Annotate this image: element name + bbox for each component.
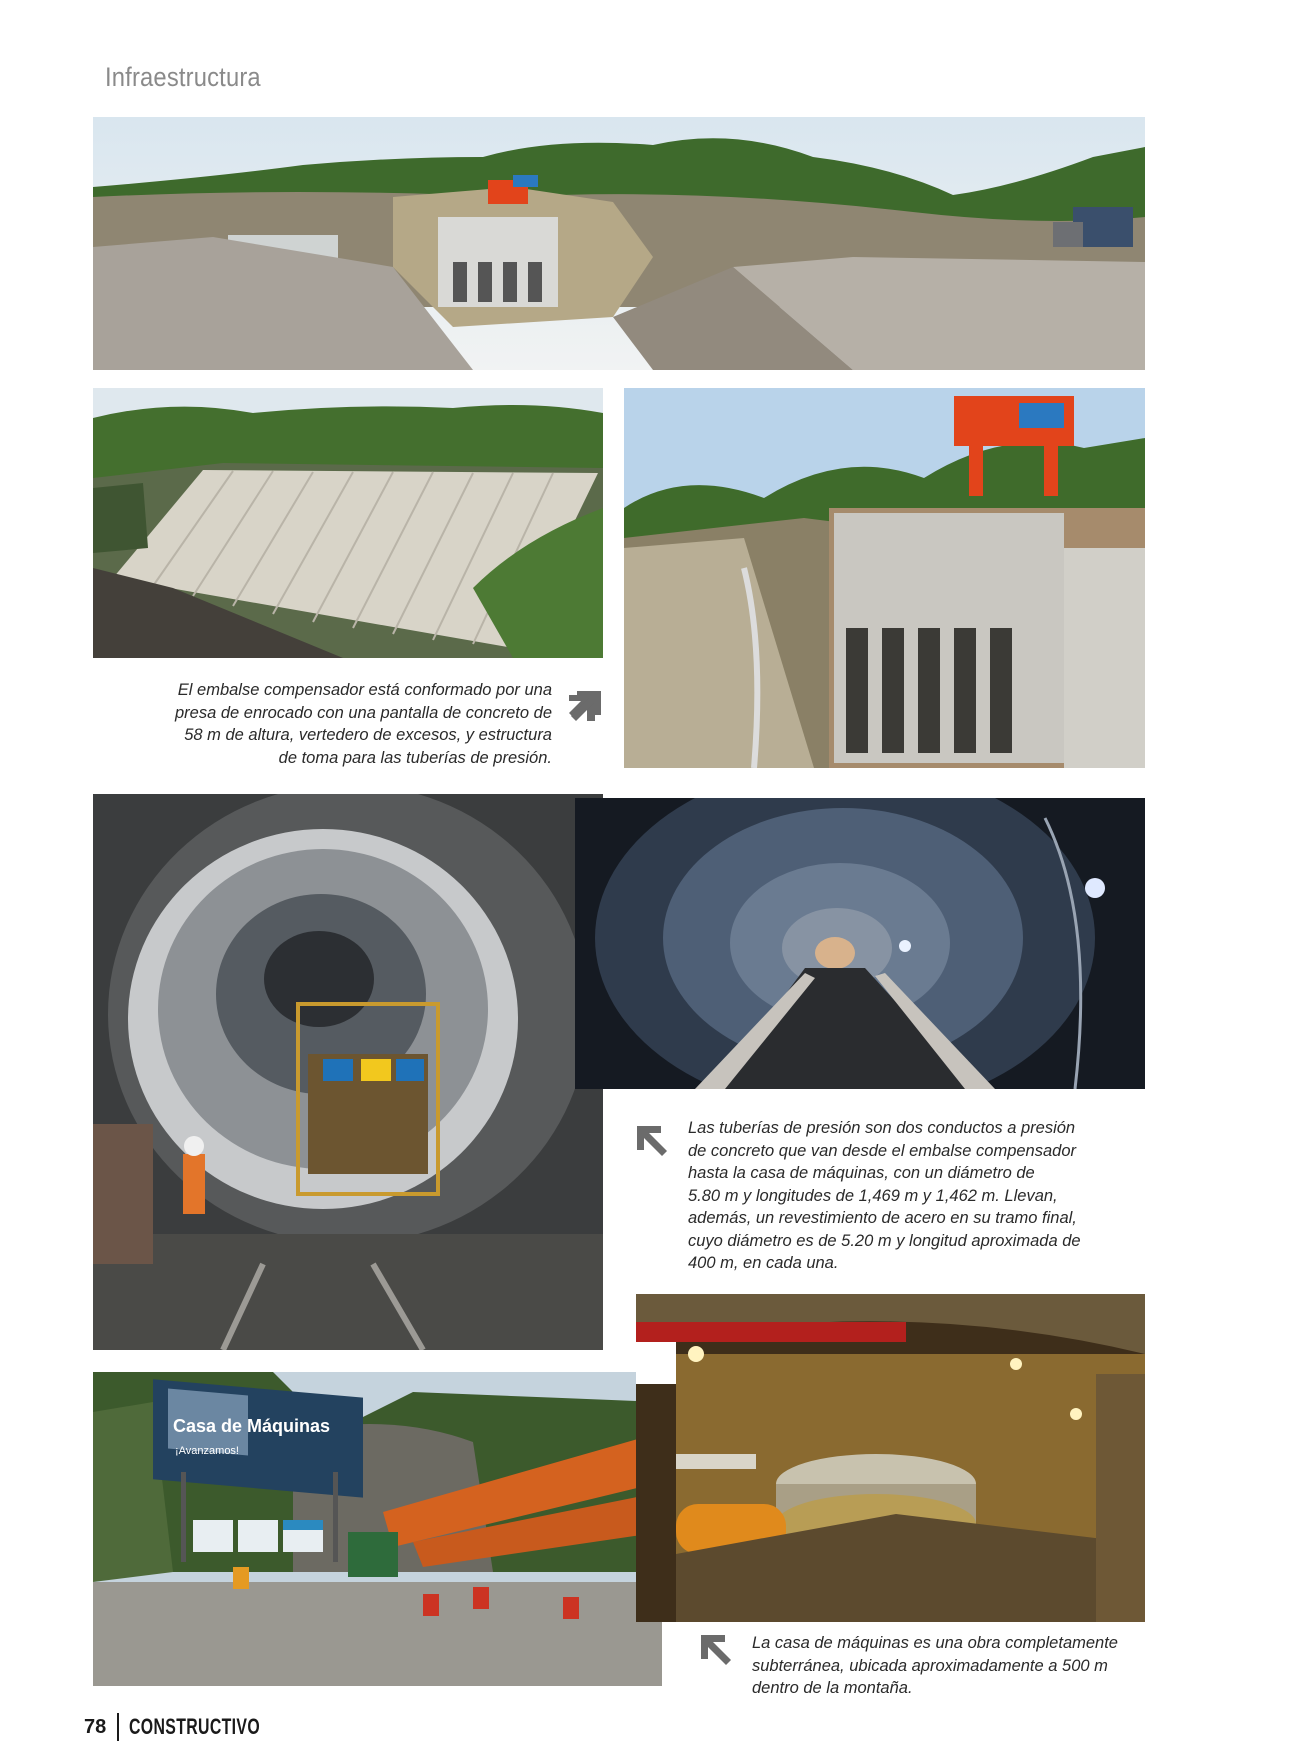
photo-tunnel-long <box>575 798 1145 1089</box>
caption-casa-line: subterránea, ubicada aproximadamente a 500 m <box>752 1656 1108 1675</box>
caption-casa-line: La casa de máquinas es una obra completamente <box>752 1634 1118 1652</box>
photo-tunnel-pipe <box>93 794 603 1350</box>
caption-tuberias-line: 400 m, en cada una. <box>688 1254 839 1272</box>
arrow-icon <box>697 1631 735 1669</box>
caption-tuberias-line: Las tuberías de presión son dos conductos a presión <box>688 1119 1076 1137</box>
caption-casa-maquinas <box>752 1632 1152 1700</box>
billboard-title: Casa de Máquinas <box>173 1416 331 1436</box>
arrow-icon <box>633 1122 671 1160</box>
photo-panorama <box>93 117 1145 370</box>
caption-embalse-line: de toma para las tuberías de presión. <box>278 748 552 767</box>
footer-divider <box>117 1713 119 1741</box>
caption-embalse <box>130 679 552 769</box>
caption-tuberias <box>688 1117 1133 1275</box>
photo-intake-structure <box>624 388 1145 768</box>
arrow-icon <box>567 685 605 723</box>
section-label: Infraestructura <box>105 62 261 92</box>
caption-embalse-line: 58 m de altura, vertedero de excesos, y estructura <box>184 726 552 744</box>
page-number: 78 <box>84 1716 107 1738</box>
photo-dam-face <box>93 388 603 658</box>
caption-tuberias-line: de concreto que van desde el embalse compensador <box>688 1141 1076 1160</box>
caption-tuberias-line: cuyo diámetro es de 5.20 m y longitud aproximada de <box>688 1231 1081 1250</box>
caption-tuberias-line: 5.80 m y longitudes de 1,469 m y 1,462 m. Llevan, <box>688 1186 1058 1205</box>
caption-embalse-line: El embalse compensador está conformado por una <box>177 681 552 699</box>
magazine-name: CONSTRUCTIVO <box>129 1714 261 1739</box>
caption-tuberias-line: hasta la casa de máquinas, con un diámetro de <box>688 1164 1035 1182</box>
photo-powerhouse-entrance <box>93 1372 662 1686</box>
caption-tuberias-line: además, un revestimiento de acero en su tramo final, <box>688 1209 1077 1227</box>
caption-embalse-line: presa de enrocado con una pantalla de concreto de <box>174 703 552 722</box>
billboard-subtitle: ¡Avanzamos! <box>175 1445 239 1457</box>
photo-powerhouse-interior <box>636 1294 1145 1622</box>
caption-casa-line: dentro de la montaña. <box>752 1679 913 1697</box>
